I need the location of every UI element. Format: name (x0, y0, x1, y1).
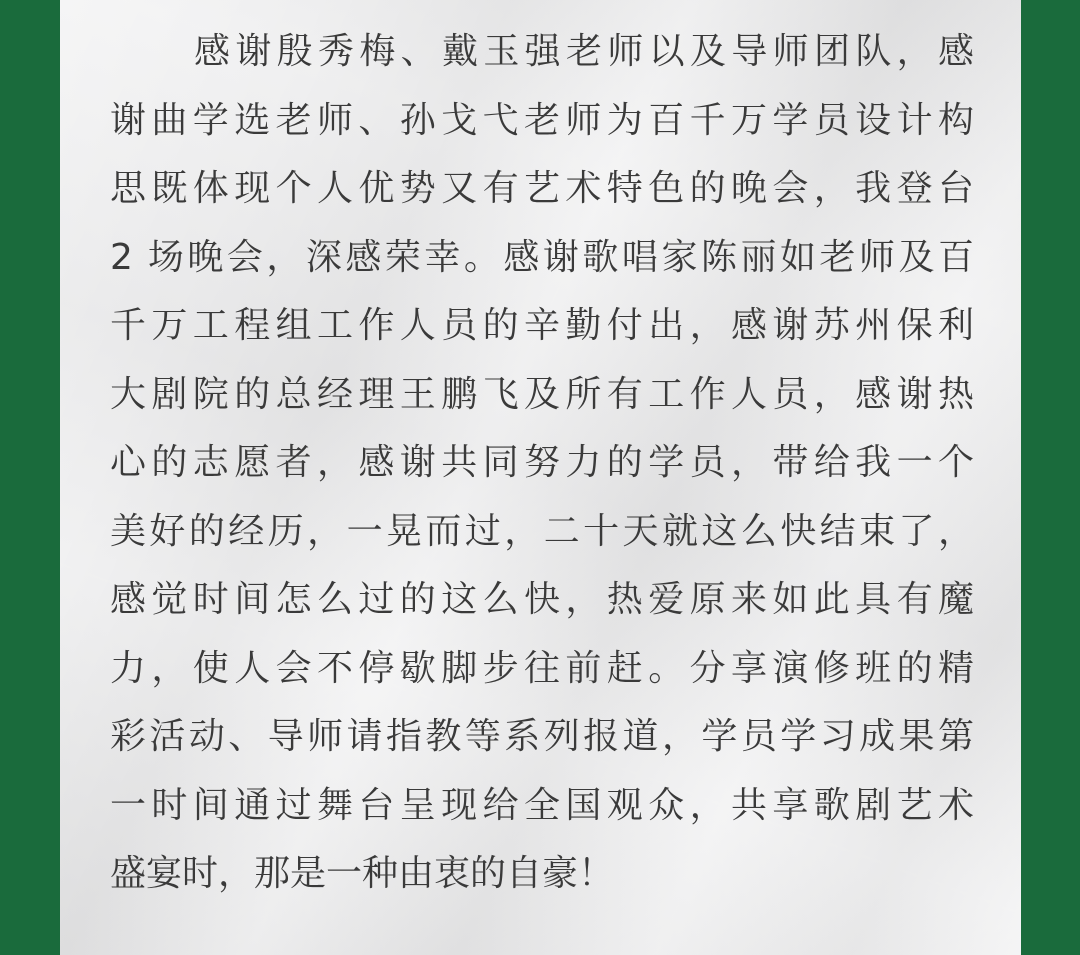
paragraph-line: 感谢殷秀梅、戴玉强老师以及导师团队，感 (194, 31, 974, 72)
paragraph-line: 大剧院的总经理王鹏飞及所有工作人员，感谢热 (110, 373, 974, 415)
paragraph-line: 2 场晚会，深感荣幸。感谢歌唱家陈丽如老师及百 (110, 236, 974, 278)
paragraph-line: 千万工程组工作人员的辛勤付出，感谢苏州保利 (110, 305, 974, 346)
paragraph-line: 一时间通过舞台呈现给全国观众，共享歌剧艺术 (110, 784, 974, 826)
article-paragraph (110, 18, 974, 909)
paragraph-line: 感觉时间怎么过的这么快，热爱原来如此具有魔 (110, 579, 974, 620)
paragraph-line: 思既体现个人优势又有艺术特色的晚会，我登台 (110, 168, 974, 209)
paragraph-line: 美好的经历，一晃而过，二十天就这么快结束了， (110, 510, 974, 552)
paragraph-line: 彩活动、导师请指教等系列报道，学员学习成果第 (110, 716, 974, 757)
paragraph-line: 力，使人会不停歇脚步往前赶。分享演修班的精 (110, 647, 974, 689)
paragraph-line: 谢曲学选老师、孙戈弋老师为百千万学员设计构 (110, 99, 974, 141)
paragraph-line: 心的志愿者，感谢共同努力的学员，带给我一个 (110, 442, 974, 483)
paragraph-line: 盛宴时，那是一种由衷的自豪！ (110, 853, 615, 894)
paper-background (60, 0, 1021, 955)
